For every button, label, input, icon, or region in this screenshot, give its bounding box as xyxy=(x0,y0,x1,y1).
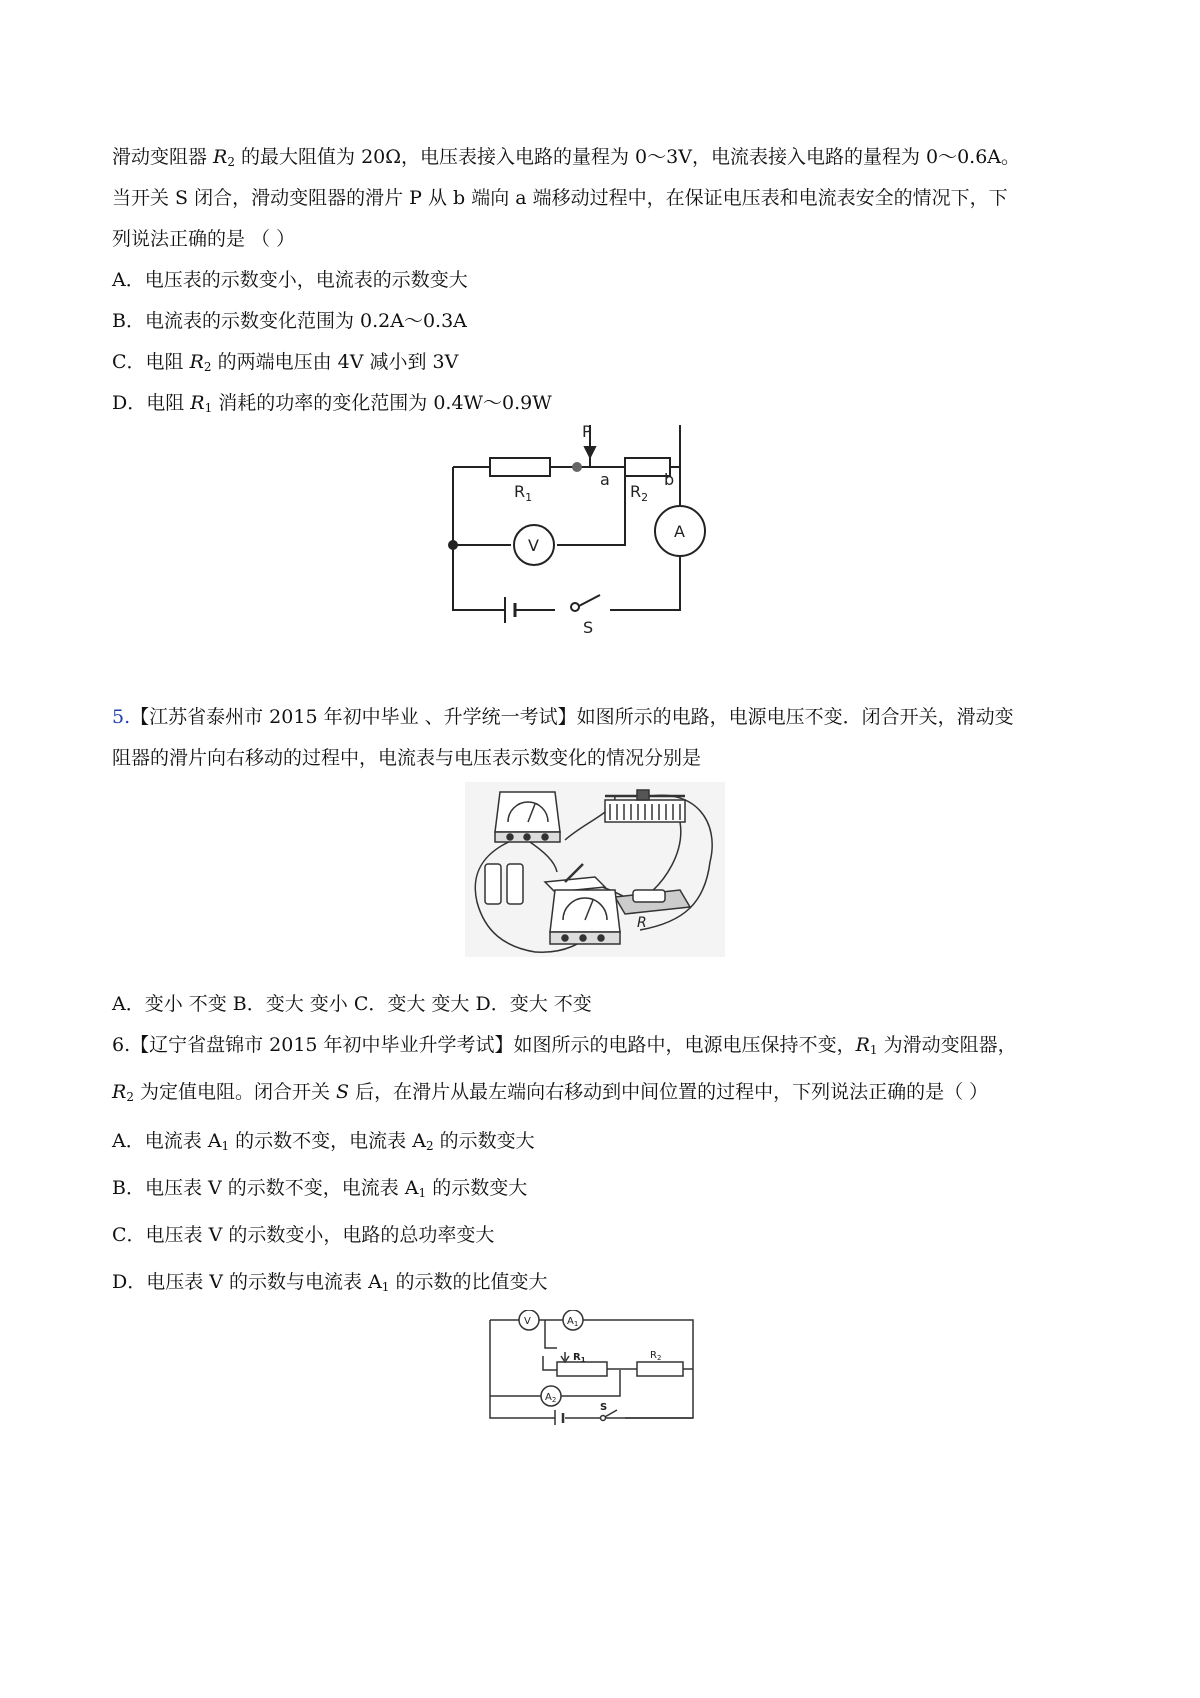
q4-label-a: a xyxy=(600,470,610,489)
rheostat-device-icon xyxy=(605,790,685,822)
q4-option-b: B．电流表的示数变化范围为 0.2A～0.3A xyxy=(112,310,467,332)
q6-r1-resistor xyxy=(557,1362,607,1376)
q4-label-ammeter: A xyxy=(674,522,685,541)
q4-circuit-diagram xyxy=(430,425,750,640)
q4-line-1: 滑动变阻器 $R_2$ 的最大阻值为 20Ω，电压表接入电路的量程为 0～3V，电流表接入电路的量程为 0～0.6A。 xyxy=(112,146,1021,169)
switch-icon xyxy=(571,603,579,611)
q4-label-r2: $R_2$ xyxy=(630,482,649,504)
q6-label-s: S xyxy=(600,1402,608,1413)
q4-option-a: A．电压表的示数变小，电流表的示数变大 xyxy=(112,269,468,291)
q6-r2-resistor xyxy=(637,1362,683,1376)
q4-option-d: D．电阻 $R_1$ 消耗的功率的变化范围为 0.4W～0.9W xyxy=(112,392,552,415)
q4-label-p: P xyxy=(582,425,592,441)
q6-line-1: 6.【辽宁省盘锦市 2015 年初中毕业升学考试】如图所示的电路中，电源电压保持不变，$R_1$ 为滑动变阻器， xyxy=(112,1034,1017,1057)
q6-option-d: D．电压表 V 的示数与电流表 $A_1$ 的示数的比值变大 xyxy=(112,1271,548,1294)
q6-option-a: A．电流表 $A_1$ 的示数不变，电流表 $A_2$ 的示数变大 xyxy=(112,1130,535,1153)
q6-switch-icon xyxy=(601,1416,606,1421)
q6-label-a1: $A_1$ xyxy=(567,1316,579,1328)
q5-circuit-illustration xyxy=(465,782,725,957)
q4-label-s: S xyxy=(583,618,594,637)
q6-label-r1: $R_1$ xyxy=(573,1352,586,1364)
q5-options: A．变小 不变 B．变大 变小 C．变大 变大 D．变大 不变 xyxy=(112,993,592,1015)
ammeter-device-icon xyxy=(495,792,560,842)
q4-line-3: 列说法正确的是 （ ） xyxy=(112,228,296,250)
q4-line-2: 当开关 S 闭合，滑动变阻器的滑片 P 从 b 端向 a 端移动过程中，在保证电压表和电流表安全的情况下，下 xyxy=(112,187,1008,209)
q5-label-r: R xyxy=(637,915,647,931)
q4-label-r1: $R_1$ xyxy=(514,482,533,504)
r1-resistor xyxy=(490,458,550,476)
q6-circuit-diagram xyxy=(485,1310,700,1425)
q5-line-1: 5.【江苏省泰州市 2015 年初中毕业 、升学统一考试】如图所示的电路，电源电压不变．闭合开关，滑动变 xyxy=(112,706,1014,728)
q6-label-r2: $R_2$ xyxy=(650,1350,662,1362)
q6-line-2: $R_2$ 为定值电阻。闭合开关 S 后，在滑片从最左端向右移动到中间位置的过程中，下列说法正确的是（ ） xyxy=(112,1081,989,1104)
q5-line-2: 阻器的滑片向右移动的过程中，电流表与电压表示数变化的情况分别是 xyxy=(112,747,702,769)
q6-label-v: V xyxy=(524,1316,531,1327)
q4-label-b: b xyxy=(664,470,675,489)
q6-label-a2: $A_2$ xyxy=(545,1392,557,1404)
voltmeter-device-icon xyxy=(550,890,620,944)
q6-option-c: C．电压表 V 的示数变小，电路的总功率变大 xyxy=(112,1224,495,1246)
q4-option-c: C．电阻 $R_2$ 的两端电压由 4V 减小到 3V xyxy=(112,351,459,374)
q4-label-v: V xyxy=(528,536,539,555)
q6-option-b: B．电压表 V 的示数不变，电流表 $A_1$ 的示数变大 xyxy=(112,1177,528,1200)
